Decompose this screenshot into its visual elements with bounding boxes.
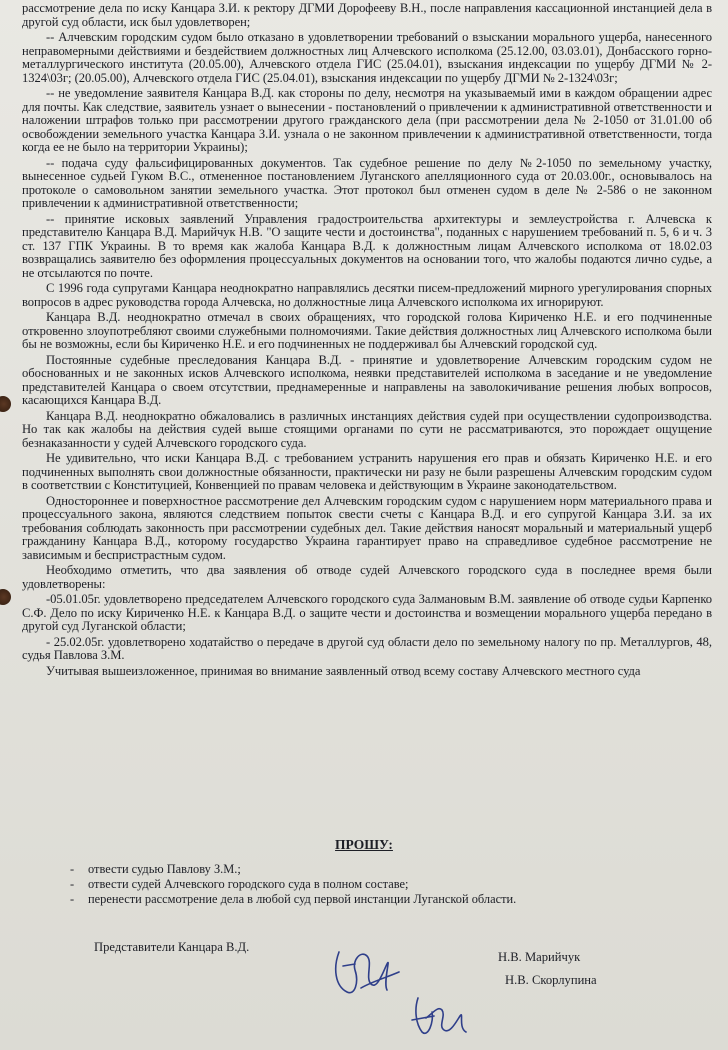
request-item bbox=[70, 877, 670, 892]
list-dash: - bbox=[70, 862, 75, 876]
request-text: перенести рассмотрение дела в любой суд первой инстанции Луганской области. bbox=[88, 892, 517, 906]
request-text: отвести судью Павлову З.М.; bbox=[88, 862, 241, 876]
request-list bbox=[70, 862, 670, 907]
signatory-name-2: Н.В. Скорлупина bbox=[505, 973, 597, 987]
paragraph: С 1996 года супругами Канцара неоднократно направлялись десятки писем-предложений мирного урегулирования спорных вопросов в адрес руководства города Алчевска, но должностные лица Алчевского исполкома их игнорируют. bbox=[22, 281, 712, 309]
paragraph: -- не уведомление заявителя Канцара В.Д. как стороны по делу, несмотря на указываемый ими в каждом обращении адрес для почты. Как следствие, заявитель узнает о вынесении - постановлений о привлечении к административной ответственности и наложении штрафов только при рассмотрении другого гражданского дела (при рассмотрении дела № 2-1050 от 31.01.00 об освобождении земельного участка Канцара З.И. узнала о не законном привлечении к административной ответственности, тогда когда ее не было на территории Украины); bbox=[22, 86, 712, 154]
paragraph: Постоянные судебные преследования Канцара В.Д. - принятие и удовлетворение Алчевским городским судом не обоснованных и не законных исков Алчевского исполкома, неявки представителей исполкома в заседание и не уведомление представителей Канцара о своем отсутствии, преднамеренные и направлены на заволокичивание решения любых вопросов, касающихся Канцара В.Д. bbox=[22, 352, 712, 407]
handwritten-signature bbox=[408, 992, 476, 1042]
paragraph: рассмотрение дела по иску Канцара З.И. к ректору ДГМИ Дорофееву В.Н., после направления кассационной инстанцией дела в другой суд области, иск был удовлетворен; bbox=[22, 1, 712, 29]
handwritten-signature bbox=[325, 942, 405, 1004]
document-body bbox=[22, 2, 712, 680]
punch-hole bbox=[0, 396, 11, 412]
request-text: отвести судей Алчевского городского суда в полном составе; bbox=[88, 877, 409, 891]
paragraph: Одностороннее и поверхностное рассмотрение дел Алчевским городским судом с нарушением норм материального права и процессуального закона, являются следствием попыток свести счеты с Канцара В.Д. и его супругой Канцара З.И. за их требования соблюдать законность при рассмотрении судебных дел. Такие действия наносят моральный и материальный ущерб гражданину Канцара В.Д., которому государство Украина гарантирует право на справедливое судебное рассмотрение не зависимым и беспристрастным судом. bbox=[22, 493, 712, 562]
paragraph: - 25.02.05г. удовлетворено ходатайство о передаче в другой суд области дело по земельному налогу по пр. Металлургов, 48, судья Павлова З.М. bbox=[22, 634, 712, 662]
paragraph: Канцара В.Д. неоднократно отмечал в своих обращениях, что городской голова Кириченко Н.Е. и его подчиненные откровенно злоупотребляют своими служебными полномочиями. Такие действия должностных лиц Алчевского исполкома были бы не возможны, если бы Кириченко Н.Е. и его подчиненных не поддерживал бы Алчевский городской суд. bbox=[22, 310, 712, 351]
request-item bbox=[70, 892, 670, 907]
paragraph: -- Алчевским городским судом было отказано в удовлетворении требований о взыскании морального ущерба, нанесенного неправомерными действиями и бездействием должностных лиц Алчевского исполкома (25.12.00, 03.03.01), Донбасского горно-металлургического института (20.05.00), Алчевского отдела ГИС (25.04.01), взыскания индексации по ущербу ДГМИ № 2-1324\03г; (20.05.00), Алчевского отдела ГИС (25.04.01), взыскания индексации по ущербу ДГМИ № 2-1324\03г; bbox=[22, 30, 712, 85]
signatory-name-1: Н.В. Марийчук bbox=[498, 950, 581, 964]
punch-hole bbox=[0, 589, 11, 605]
paragraph: Необходимо отметить, что два заявления об отводе судей Алчевского городского суда в последнее время были удовлетворены: bbox=[22, 563, 712, 591]
paragraph: -05.01.05г. удовлетворено председателем Алчевского городского суда Залмановым В.М. заявление об отводе судьи Карпенко С.Ф. Дело по иску Кириченко Н.Е. к Канцара В.Д. о защите чести и достоинства и возмещении морального ущерба передано в другой суд Луганской области; bbox=[22, 592, 712, 633]
paragraph: Не удивительно, что иски Канцара В.Д. с требованием устранить нарушения его прав и обязать Кириченко Н.Е. и его подчиненных выполнять свои должностные обязанности, практически ни разу не были разрешены Алчевским городским судом в соответствии с Конституцией, Конвенцией по правам человека и действующим в Украине законодательством. bbox=[22, 451, 712, 492]
request-item bbox=[70, 862, 670, 877]
paragraph: -- подача суду фальсифицированных документов. Так судебное решение по делу №2-1050 по земельному участку, вынесенное судьей Гуком В.С., отмененное постановлением Луганского апелляционного суда от 20.03.00г., основывалось на протоколе о самовольном занятии земельного участка. Этот протокол был отменен судом в деле № 2-586 о не законном привлечении к административной ответственности; bbox=[22, 155, 712, 210]
paragraph: Учитывая вышеизложенное, принимая во внимание заявленный отвод всему составу Алчевского местного суда bbox=[46, 663, 641, 678]
paragraph: -- принятие исковых заявлений Управления градостроительства архитектуры и землеустройства г. Алчевска к представителю Канцара В.Д. Марийчук Н.В. "О защите чести и достоинства", поданных с нарушением требований п. 5, 6 и ч. 3 ст. 137 ГПК Украины. В то время как жалоба Канцара В.Д. к должностным лицам Алчевского исполкома от 18.02.03 возвращались заявителю без оформления процессуальных документов на основании того, что жалобы подаются лично судье, а не отсылаются по почте. bbox=[22, 211, 712, 280]
list-dash: - bbox=[70, 892, 75, 906]
representatives-label: Представители Канцара В.Д. bbox=[94, 940, 250, 954]
paragraph: Канцара В.Д. неоднократно обжаловались в различных инстанциях действия судей при осуществлении судопроизводства. Но так как жалобы на действия судей выше стоящими органами по сути не рассматриваются, это порождает ощущение безнаказанности у судей Алчевского городского суда. bbox=[22, 408, 712, 450]
request-heading: ПРОШУ: bbox=[335, 837, 393, 852]
list-dash: - bbox=[70, 877, 75, 891]
